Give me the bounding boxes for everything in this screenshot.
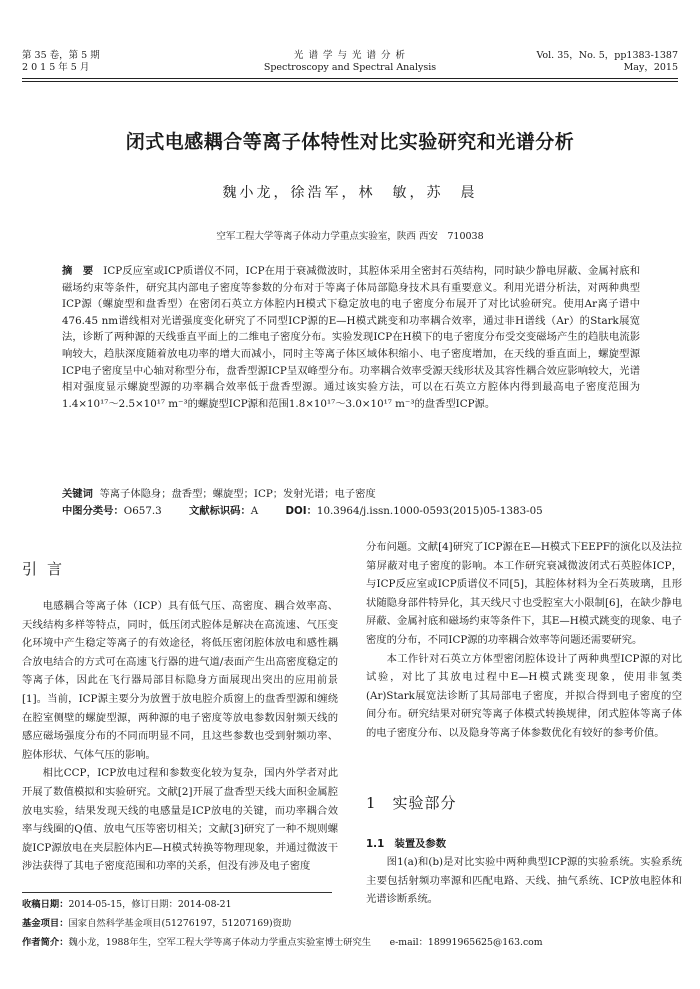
journal-volume-info-en <box>536 50 678 74</box>
right-paragraph: 本工作针对石英立方体型密闭腔体设计了两种典型ICP源的对比试验，对比了其放电过程中E—H模式跳变现象，使用非氢类(Ar)Stark展宽法诊断了其局部电子密度，并拟合得到电子密度的空间分布。研究结果对研究等离子体模式转换规律，闭式腔体等离子体的电子密度分布、以及隐身等离子体参数优化有较好的参考价值。 <box>366 652 682 739</box>
received-value: 2014-05-15，修订日期：2014-08-21 <box>68 899 232 910</box>
doi-value: 10.3964/j.issn.1000-0593(2015)05-1383-05 <box>316 505 543 517</box>
keywords-label: 关键词 <box>62 488 93 500</box>
header-rule-thin <box>22 81 678 82</box>
subsection-heading-apparatus: 1.1 装置及参数 <box>366 838 447 850</box>
doc-code-value: A <box>250 505 259 517</box>
paper-title: 闭式电感耦合等离子体特性对比实验研究和光谱分析 <box>125 131 575 153</box>
bio-value: 魏小龙，1988年生，空军工程大学等离子体动力学重点实验室博士研究生 e-mail：18991965625@163.com <box>68 937 543 948</box>
clc-value: O657.3 <box>123 505 162 517</box>
publication-date-cn: 2 0 1 5 年 5 月 <box>22 62 90 73</box>
abstract-label: 摘 要 <box>62 265 94 277</box>
doc-code-label: 文献标识码： <box>188 505 251 517</box>
journal-title-en: Spectroscopy and Spectral Analysis <box>263 62 437 73</box>
author-list: 魏小龙，徐浩军，林 敏，苏 晨 <box>222 185 478 201</box>
keywords-text: 等离子体隐身；盘香型；螺旋型；ICP；发射光谱；电子密度 <box>99 488 376 500</box>
clc-label: 中图分类号： <box>62 505 124 517</box>
affiliation: 空军工程大学等离子体动力学重点实验室，陕西 西安 710038 <box>216 231 484 242</box>
classification-meta <box>62 503 662 520</box>
abstract-text: ICP反应室或ICP质谱仪不同，ICP在用于衰减微波时，其腔体采用全密封石英结构，同时缺少静电屏蔽、金属衬底和磁场约束等条件，研究其内部电子密度等参数的分布对于等离子体局部隐身技术具有重要意义。利用光谱分析法，对两种典型ICP源（螺旋型和盘香型）在密闭石英立方体腔内H模式下稳定放电的电子密度分布展开了对比试验研究。使用Ar离子谱中476.45 nm谱线相对光谱强度变化研究了不同型ICP源的E—H模式跳变和功率耦合效率，通过非H谱线（Ar）的Stark展宽法，诊断了两种源的天线垂直平面上的二维电子密度分布。实验发现ICP在H模下的电子密度分布受交变磁场产生的趋肤电流影响较大，趋肤深度随着放电功率的增大而减小，同时主等离子体区域体积缩小、电子密度增加，在天线的垂直面上，螺旋型源ICP电子密度呈中心轴对称型分布，盘香型源ICP呈双峰型分布。功率耦合效率受源天线形状及其容性耦合效应影响较大，光谱相对强度显示螺旋型源的功率耦合效率低于盘香型源。通过该实验方法，可以在石英立方腔体内得到最高电子密度范围为1.4×10¹⁷～2.5×10¹⁷ m⁻³的螺旋型ICP源和范围1.8×10¹⁷～3.0×10¹⁷ m⁻³的盘香型ICP源。 <box>62 265 641 410</box>
subsection-paragraph: 图1(a)和(b)是对比实验中两种典型ICP源的实验系统。实验系统主要包括射频功率源和匹配电路、天线、抽气系统、ICP放电腔体和光谱诊断系统。 <box>366 856 682 906</box>
volume-issue: 第 35 卷，第 5 期 <box>22 50 100 61</box>
keywords <box>62 486 640 503</box>
footnote-received <box>22 898 672 912</box>
fund-value: 国家自然科学基金项目(51276197，51207169)资助 <box>68 918 292 929</box>
intro-paragraph: 相比CCP，ICP放电过程和参数变化较为复杂，国内外学者对此开展了数值模拟和实验研究。文献[2]开展了盘香型天线大面积金属腔放电实验，结果发现天线的电感量是ICP放电的关键，而功率耦合效率与线圈的Q值、放电气压等密切相关；文献[3]研究了一种不规则螺旋ICP源放电在夹层腔体内E—H模式转换等物理现象，并通过微波干涉法获得了其电子密度范围和功率的关系，但没有涉及电子密度 <box>22 767 338 873</box>
intro-body <box>22 597 338 876</box>
bio-label: 作者简介： <box>22 937 69 948</box>
received-label: 收稿日期： <box>22 899 69 910</box>
footnote-fund <box>22 917 672 931</box>
publication-date-en: May，2015 <box>623 62 678 73</box>
right-paragraph: 分布问题。文献[4]研究了ICP源在E—H模式下EEPF的演化以及法拉第屏蔽对电子密度的影响。本工作研究衰减微波闭式石英腔体ICP，与ICP反应室或ICP质谱仪不同[5]，其腔体材料为全石英玻璃，且形状随隐身部件特异化，其天线尺寸也受腔室大小限制[6]，在缺少静电屏蔽、金属衬底和磁场约束等条件下，其E—H模式跳变的现象、电子密度的分布，不同ICP源的功率耦合效率等问题还需要研究。 <box>366 541 682 646</box>
right-column-body <box>366 538 682 743</box>
volume-pages-en: Vol. 35，No. 5，pp1383-1387 <box>536 50 678 61</box>
journal-title-cn: 光 谱 学 与 光 谱 分 析 <box>293 50 407 61</box>
intro-paragraph: 电感耦合等离子体（ICP）具有低气压、高密度、耦合效率高、天线结构多样等特点，同时，低压闭式腔体是解决在高流速、气压变化环境中产生稳定等离子的有效途径，将低压密闭腔体放电和感性耦合放电结合的方式可在高速飞行器的进气道/表面产生出高密度稳定的等离子体，因此在飞行器局部目标隐身方面展现出突出的应用前景[1]。当前，ICP源主要分为放置于放电腔介质窗上的盘香型源和缠绕在腔室侧壁的螺旋型源，两种源的电子密度等放电参数因射频天线的感应磁场强度分布的不同而明显不同，且这些参数也受到射频功率、腔体形状、气体气压的影响。 <box>22 600 338 761</box>
doi-label: DOI： <box>285 505 317 517</box>
header-rule-thick <box>22 78 678 79</box>
section-heading-experiment: 1 实验部分 <box>366 794 457 812</box>
footnote-rule <box>22 892 332 893</box>
footnote-author-bio <box>22 936 672 950</box>
abstract <box>62 263 640 412</box>
fund-label: 基金项目： <box>22 918 69 929</box>
intro-heading: 引言 <box>22 560 73 578</box>
